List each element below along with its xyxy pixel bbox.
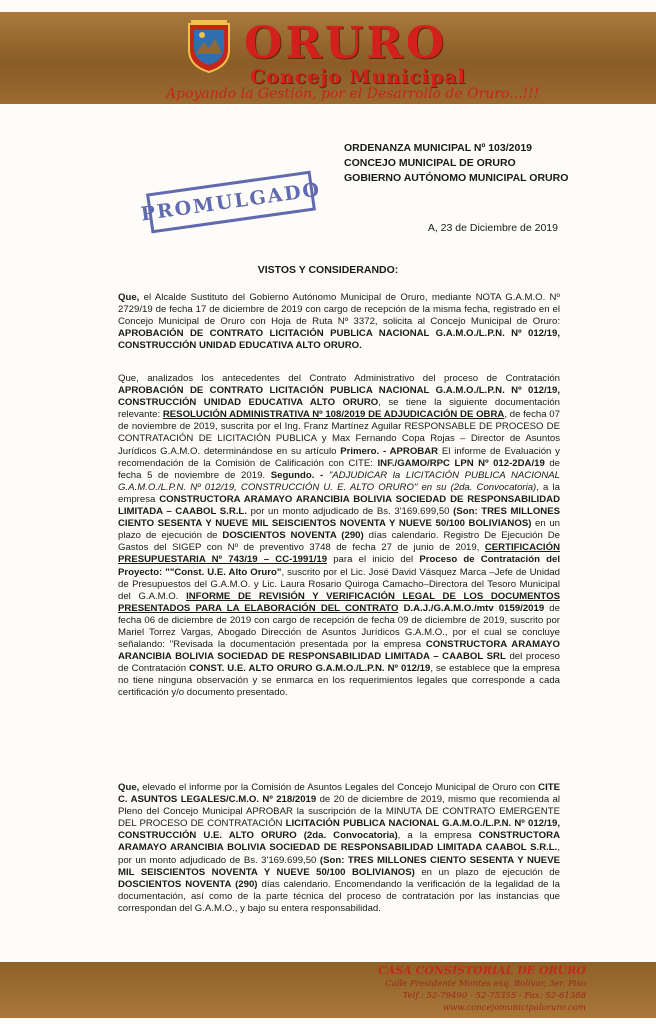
footer-website[interactable]: www.concejomunicipaloruro.com — [442, 1003, 586, 1013]
p2-s13: CONSTRUCTORA ARAMAYO ARANCIBIA BOLIVIA SOCIEDAD DE RESPONSABILIDAD LIMITADA – CAABOL S.R.L. — [118, 493, 561, 518]
p1-s2: el Alcalde Sustituto del Gobierno Autónomo Municipal de Oruro, mediante NOTA G.A.M.O. Nº 2729/19 de fecha 17 de diciembre de 2019 con cargo de recepción de la misma fecha, registrado en el Concejo Municipal de Oruro con Hoja de Ruta Nº 3372, solicita al Concejo Municipal de Oruro: — [118, 292, 560, 328]
p2-s5: , de fecha 07 de noviembre de 2019, suscrita por el Ing. Franz Martínez Aguilar RESPONSABLE DE PROCESO DE CONTRATACIÓN DE LICITACIÓN PUBLICA y Max Fernando Copa Rojas – Director de Asuntos Jurídicos G.A.M.O. determinándose en su artículo — [118, 409, 560, 457]
p2-s20: para el inicio del — [327, 554, 420, 566]
p2-s22: , suscrito por el Lic. José David Vásquez Marca –Jefe de Unidad de Presupuestos del G.A.M.O. y Lic. Laura Rosario Quiroga Camacho–Directora del Tesoro Municipal del G.A.M.O. — [118, 566, 560, 602]
paragraph-3 — [118, 782, 560, 915]
p2-s16: en un plazo de ejecución de — [118, 518, 560, 542]
header-banner — [0, 12, 656, 104]
p2-s21: Proceso de Contratación del Proyecto: ""Const. U.E. Alto Oruro" — [118, 554, 560, 578]
p3-s1: Que, — [118, 782, 140, 793]
p2-s12: , a la empresa — [118, 481, 560, 505]
p2-s19: CERTIFICACIÓN PRESUPUESTARIA Nº 743/19 – CC-1991/19 — [118, 542, 560, 566]
p3-s6: , a la empresa — [397, 830, 479, 842]
document-header — [344, 141, 568, 186]
p2-s15: (Son: TRES MILLONES CIENTO SESENTA Y NUEVE MIL SEISCIENTOS NOVENTA Y NUEVE 50/100 BOLIVIANOS) — [118, 506, 561, 530]
p2-s3: , se tiene la siguiente documentación relevante: — [118, 397, 560, 421]
p2-s4: RESOLUCIÓN ADMINISTRATIVA Nº 108/2019 DE ADJUDICACIÓN DE OBRA — [162, 409, 505, 421]
p2-s8: INF./GAMO/RPC LPN Nº 012-2DA/19 — [377, 457, 545, 469]
p3-s7: CONSTRUCTORA ARAMAYO ARANCIBIA BOLIVIA SOCIEDAD DE RESPONSABILIDAD LIMITADA CAABOL S.R.L. — [118, 830, 560, 854]
p3-s9: (Son: TRES MILLONES CIENTO SESENTA Y NUEVE MIL SEISCIENTOS NOVENTA Y NUEVE 50/100 BOLIVIANOS) — [118, 854, 560, 878]
p3-s3: CITE C. ASUNTOS LEGALES/C.M.O. Nº 218/2019 — [118, 782, 560, 806]
p2-s27: del proceso de Contratación — [118, 651, 560, 675]
ordinance-number: ORDENANZA MUNICIPAL Nº 103/2019 — [344, 142, 533, 154]
p2-s24: D.A.J./G.A.M.O./mtv 0159/2019 — [398, 602, 545, 614]
p2-s14: por un monto adjudicado de Bs. 3'169.699,50 — [246, 506, 454, 518]
promulgado-stamp: PROMULGADO — [146, 171, 316, 234]
p2-s6: Primero. - APROBAR — [340, 445, 439, 457]
footer-banner — [0, 962, 656, 1018]
section-title: VISTOS Y CONSIDERANDO: — [257, 264, 399, 276]
p2-s28: CONST. U.E. ALTO ORURO G.A.M.O./L.P.N. Nº 012/19 — [189, 663, 431, 675]
p2-s11: "ADJUDICAR la LICITACIÓN PUBLICA NACIONAL G.A.M.O./L.P.N. Nº 012/19, CONSTRUCCIÓN U. E. ALTO ORURO" en su (2da. Convocatoria) — [118, 469, 560, 493]
council-name: CONCEJO MUNICIPAL DE ORURO — [344, 157, 516, 169]
p2-s18: días calendario. Registro De Ejecución De Gastos del SIGEP con Nº de preventivo 3748 de fecha 27 de junio de 2019, — [118, 530, 560, 554]
government-name: GOBIERNO AUTÓNOMO MUNICIPAL ORURO — [344, 172, 569, 184]
oruro-crest-icon — [186, 20, 232, 74]
p3-s2: elevado el informe por la Comisión de Asuntos Legales del Concejo Municipal de Oruro con — [139, 782, 539, 793]
p2-s23: INFORME DE REVISIÓN Y VERIFICACIÓN LEGAL DE LOS DOCUMENTOS PRESENTADOS PARA LA ELABORACIÓN DEL CONTRATO — [118, 590, 560, 614]
p2-s1: Que, analizados los antecedentes del Contrato Administrativo del proceso de Contratación — [118, 373, 560, 384]
p2-s9: de fecha 5 de noviembre de 2019. — [118, 457, 561, 481]
p2-s17: DOSCIENTOS NOVENTA (290) — [222, 530, 364, 542]
p3-s10: en un plazo de ejecución de — [414, 866, 560, 878]
p2-s25: de fecha 06 de diciembre de 2019 con cargo de recepción de fecha 09 de diciembre de 2019, suscrito por Mariel Torrez Vargas, Abogado Dirección de Asuntos Jurídicos G.A.M.O., por el cual se concluye señalando: "Revisada la documentación presentada por la empresa — [118, 602, 560, 651]
footer-address: Calle Presidente Montes esq. Bolívar, 3er. Piso — [385, 979, 586, 989]
footer-title: CASA CONSISTORIAL DE ORURO — [378, 964, 586, 977]
p2-s26: CONSTRUCTORA ARAMAYO ARANCIBIA BOLIVIA SOCIEDAD DE RESPONSABILIDAD LIMITADA – CAABOL SRL — [118, 639, 560, 663]
p2-s7: El informe de Evaluación y recomendación de la Comisión de Calificación con CITE: — [118, 445, 560, 469]
p3-s11: DOSCIENTOS NOVENTA (290) — [118, 878, 258, 890]
p3-s8: , por un monto adjudicado de Bs. 3'169.699,50 — [118, 842, 560, 866]
header-slogan: Apoyando la Gestión, por el Desarrollo de Oruro...!!! — [166, 86, 540, 102]
logo-oruro: ORURO — [244, 18, 448, 69]
paragraph-1 — [118, 292, 560, 352]
logo-concejo-municipal: Concejo Municipal — [250, 66, 466, 88]
p3-s4: de 20 de diciembre de 2019, mismo que recomienda al Pleno del Concejo Municipal APROBAR la suscripción de la MINUTA DE CONTRATO EMERGENTE DEL PROCESO DE CONTRATACIÓN — [118, 794, 560, 830]
p1-s3: APROBACIÓN DE CONTRATO LICITACIÓN PUBLICA NACIONAL G.A.M.O./L.P.N. Nº 012/19, CONSTRUCCIÓN UNIDAD EDUCATIVA ALTO ORURO. — [118, 328, 560, 352]
p3-s12: días calendario. Encomendando la verificación de la legalidad de la documentación, así como de la parte técnica del proceso de contratación por las instancias que correspondan del G.A.M.O., y bajo su entera responsabilidad. — [118, 878, 560, 914]
p2-s29: , se establece que la empresa no tiene ninguna observación y se enmarca en los requerimientos legales que corresponde a cada certificación y/o documento presentado. — [118, 663, 560, 699]
document-date: A, 23 de Diciembre de 2019 — [427, 222, 558, 234]
p1-s1: Que, — [118, 292, 140, 303]
footer-phone: Telf.: 52-79490 - 52-75355 - Fax: 52-61388 — [402, 991, 586, 1001]
paragraph-2 — [118, 373, 560, 700]
p3-s5: LICITACIÓN PUBLICA NACIONAL G.A.M.O./L.P.N. Nº 012/19, CONSTRUCCIÓN U.E. ALTO ORURO (2da. Convocatoria) — [118, 818, 560, 842]
p2-s2: APROBACIÓN DE CONTRATO LICITACIÓN PUBLICA NACIONAL G.A.M.O./L.P.N. Nº 012/19, CONSTRUCCIÓN UNIDAD EDUCATIVA ALTO ORURO — [118, 385, 560, 409]
p2-s10: Segundo. - — [270, 469, 324, 481]
